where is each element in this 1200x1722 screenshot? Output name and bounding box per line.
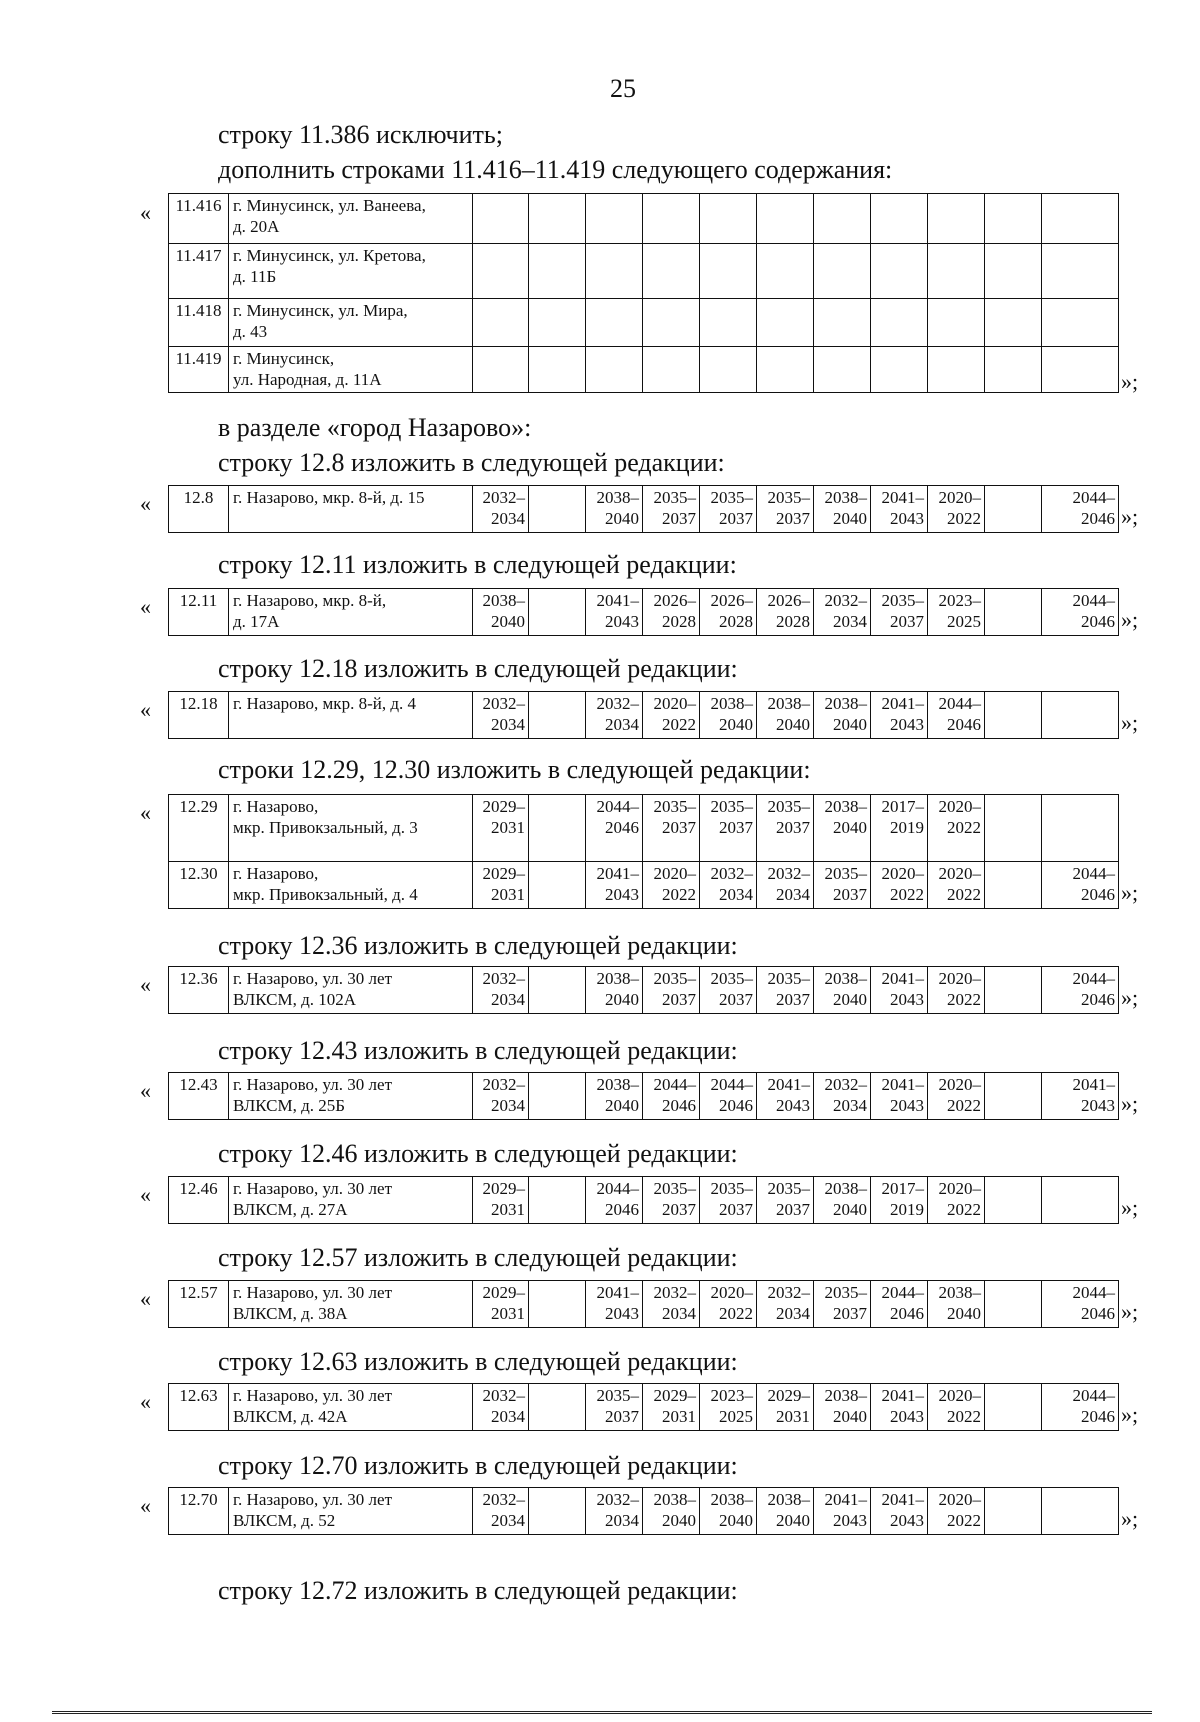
year-range-cell: 2035– 2037 (814, 862, 871, 909)
year-range-cell: 2032– 2034 (700, 862, 757, 909)
year-range-cell: 2044– 2046 (928, 692, 985, 739)
row-number: 11.416 (169, 194, 229, 244)
close-quote: »; (1121, 985, 1139, 1010)
section-heading: строку 12.46 изложить в следующей редакции: (218, 1139, 738, 1168)
close-quote: »; (1121, 1506, 1139, 1531)
year-range-cell: 2020– 2022 (928, 1488, 985, 1535)
year-range-cell: 2044– 2046 (586, 1177, 643, 1224)
row-address: г. Назарово, мкр. Привокзальный, д. 3 (229, 795, 473, 862)
minusinsk-table (168, 193, 1119, 393)
year-range-cell (529, 862, 586, 909)
revision-table (168, 794, 1119, 909)
year-range-cell: 2029– 2031 (473, 795, 529, 862)
year-range-cell: 2038– 2040 (814, 486, 871, 533)
final-heading: строку 12.72 изложить в следующей редакции: (218, 1576, 738, 1605)
year-range-cell: 2044– 2046 (1042, 1384, 1119, 1431)
row-address: г. Назарово, мкр. 8-й, д. 4 (229, 692, 473, 739)
close-quote: »; (1121, 1402, 1139, 1427)
close-quote: »; (1121, 1091, 1139, 1116)
year-range-cell: 2032– 2034 (757, 1281, 814, 1328)
year-range-cell: 2032– 2034 (473, 1384, 529, 1431)
table-row (169, 795, 1119, 862)
year-range-cell: 2032– 2034 (586, 692, 643, 739)
year-range-cell: 2041– 2043 (757, 1073, 814, 1120)
revision-table (168, 1176, 1119, 1224)
row-number: 11.419 (169, 347, 229, 393)
row-address: г. Назарово, ул. 30 лет ВЛКСМ, д. 102А (229, 967, 473, 1014)
row-address: г. Назарово, ул. 30 лет ВЛКСМ, д. 25Б (229, 1073, 473, 1120)
section-heading: строку 12.36 изложить в следующей редакции: (218, 931, 738, 960)
year-range-cell: 2032– 2034 (473, 486, 529, 533)
year-range-cell: 2020– 2022 (643, 692, 700, 739)
year-range-cell: 2032– 2034 (473, 967, 529, 1014)
year-range-cell: 2038– 2040 (643, 1488, 700, 1535)
row-number: 12.30 (169, 862, 229, 909)
year-range-cell (985, 1384, 1042, 1431)
open-quote: « (140, 594, 151, 619)
year-range-cell: 2017– 2019 (871, 1177, 928, 1224)
year-range-cell: 2035– 2037 (700, 967, 757, 1014)
nazarovo-section-heading: в разделе «город Назарово»: (218, 413, 532, 442)
year-range-cell: 2035– 2037 (700, 1177, 757, 1224)
year-range-cell: 2044– 2046 (1042, 862, 1119, 909)
row-number: 12.63 (169, 1384, 229, 1431)
year-range-cell: 2020– 2022 (928, 1073, 985, 1120)
table-row (169, 194, 1119, 244)
row-number: 11.418 (169, 299, 229, 347)
year-range-cell (529, 589, 586, 636)
open-quote: « (140, 972, 151, 997)
close-quote: »; (1121, 504, 1139, 529)
year-range-cell (985, 589, 1042, 636)
year-range-cell: 2038– 2040 (700, 692, 757, 739)
year-range-cell: 2032– 2034 (757, 862, 814, 909)
year-range-cell: 2020– 2022 (871, 862, 928, 909)
year-range-cell: 2035– 2037 (814, 1281, 871, 1328)
year-range-cell (985, 862, 1042, 909)
year-range-cell: 2035– 2037 (757, 795, 814, 862)
year-range-cell: 2038– 2040 (757, 1488, 814, 1535)
row-address: г. Минусинск, ул. Народная, д. 11А (229, 347, 473, 393)
table-row (169, 486, 1119, 533)
year-range-cell (529, 1384, 586, 1431)
year-range-cell: 2035– 2037 (643, 795, 700, 862)
year-range-cell (529, 1073, 586, 1120)
section-heading: строку 12.11 изложить в следующей редакции: (218, 550, 737, 579)
year-range-cell: 2029– 2031 (757, 1384, 814, 1431)
revision-table (168, 588, 1119, 636)
year-range-cell (1042, 1177, 1119, 1224)
open-quote: « (140, 491, 151, 516)
year-range-cell (1042, 1488, 1119, 1535)
open-quote: « (140, 697, 151, 722)
row-number: 12.57 (169, 1281, 229, 1328)
year-range-cell: 2032– 2034 (814, 1073, 871, 1120)
year-range-cell (985, 1177, 1042, 1224)
year-range-cell: 2041– 2043 (586, 1281, 643, 1328)
year-range-cell: 2041– 2043 (586, 589, 643, 636)
year-range-cell: 2035– 2037 (757, 1177, 814, 1224)
row-address: г. Назарово, ул. 30 лет ВЛКСМ, д. 27А (229, 1177, 473, 1224)
year-range-cell: 2035– 2037 (586, 1384, 643, 1431)
section-heading: строку 12.18 изложить в следующей редакции: (218, 654, 738, 683)
year-range-cell: 2044– 2046 (1042, 486, 1119, 533)
close-quote: »; (1121, 710, 1139, 735)
table-row (169, 692, 1119, 739)
year-range-cell: 2035– 2037 (757, 967, 814, 1014)
year-range-cell: 2044– 2046 (871, 1281, 928, 1328)
row-address: г. Минусинск, ул. Ванеева, д. 20А (229, 194, 473, 244)
year-range-cell: 2041– 2043 (871, 1073, 928, 1120)
year-range-cell: 2041– 2043 (814, 1488, 871, 1535)
section-heading: строку 12.63 изложить в следующей редакции: (218, 1347, 738, 1376)
year-range-cell: 2038– 2040 (700, 1488, 757, 1535)
year-range-cell (985, 1281, 1042, 1328)
revision-table (168, 691, 1119, 739)
year-range-cell: 2038– 2040 (814, 967, 871, 1014)
year-range-cell: 2035– 2037 (700, 486, 757, 533)
year-range-cell: 2038– 2040 (586, 486, 643, 533)
year-range-cell: 2020– 2022 (928, 795, 985, 862)
year-range-cell (529, 486, 586, 533)
year-range-cell: 2020– 2022 (928, 862, 985, 909)
table-row (169, 967, 1119, 1014)
year-range-cell: 2020– 2022 (928, 1384, 985, 1431)
year-range-cell: 2023– 2025 (928, 589, 985, 636)
revision-table (168, 485, 1119, 533)
open-quote: « (140, 1182, 151, 1207)
year-range-cell: 2038– 2040 (473, 589, 529, 636)
year-range-cell: 2032– 2034 (473, 692, 529, 739)
year-range-cell (985, 1073, 1042, 1120)
year-range-cell (529, 1281, 586, 1328)
year-range-cell: 2026– 2028 (757, 589, 814, 636)
close-quote: »; (1121, 369, 1139, 394)
year-range-cell: 2032– 2034 (473, 1488, 529, 1535)
open-quote: « (140, 1389, 151, 1414)
table-row (169, 244, 1119, 299)
open-quote: « (140, 800, 151, 825)
row-number: 12.46 (169, 1177, 229, 1224)
year-range-cell (529, 1177, 586, 1224)
year-range-cell: 2038– 2040 (928, 1281, 985, 1328)
table-row (169, 347, 1119, 393)
year-range-cell (529, 795, 586, 862)
section-heading: строку 12.57 изложить в следующей редакции: (218, 1243, 738, 1272)
close-quote: »; (1121, 1299, 1139, 1324)
row-number: 12.11 (169, 589, 229, 636)
year-range-cell: 2032– 2034 (814, 589, 871, 636)
year-range-cell: 2035– 2037 (643, 1177, 700, 1224)
close-quote: »; (1121, 880, 1139, 905)
year-range-cell: 2041– 2043 (871, 692, 928, 739)
year-range-cell (529, 967, 586, 1014)
year-range-cell: 2020– 2022 (928, 967, 985, 1014)
year-range-cell (985, 486, 1042, 533)
intro-line-append: дополнить строками 11.416–11.419 следующего содержания: (218, 155, 893, 184)
row-number: 12.8 (169, 486, 229, 533)
row-number: 11.417 (169, 244, 229, 299)
table-row (169, 1073, 1119, 1120)
year-range-cell: 2041– 2043 (1042, 1073, 1119, 1120)
year-range-cell: 2035– 2037 (643, 967, 700, 1014)
year-range-cell (985, 1488, 1042, 1535)
close-quote: »; (1121, 1195, 1139, 1220)
year-range-cell: 2044– 2046 (1042, 589, 1119, 636)
row-address: г. Назарово, ул. 30 лет ВЛКСМ, д. 42А (229, 1384, 473, 1431)
row-address: г. Минусинск, ул. Мира, д. 43 (229, 299, 473, 347)
open-quote: « (140, 200, 151, 225)
intro-line-exclude: строку 11.386 исключить; (218, 120, 503, 149)
section-heading: строки 12.29, 12.30 изложить в следующей редакции: (218, 755, 811, 784)
year-range-cell: 2038– 2040 (814, 1177, 871, 1224)
year-range-cell: 2023– 2025 (700, 1384, 757, 1431)
table-row (169, 299, 1119, 347)
year-range-cell: 2041– 2043 (586, 862, 643, 909)
footer-rule (52, 1711, 1152, 1714)
year-range-cell: 2041– 2043 (871, 1384, 928, 1431)
year-range-cell: 2035– 2037 (643, 486, 700, 533)
row-address: г. Назарово, мкр. 8-й, д. 17А (229, 589, 473, 636)
year-range-cell: 2026– 2028 (700, 589, 757, 636)
page-number: 25 (610, 74, 636, 103)
year-range-cell: 2017– 2019 (871, 795, 928, 862)
row-address: г. Минусинск, ул. Кретова, д. 11Б (229, 244, 473, 299)
year-range-cell (985, 692, 1042, 739)
row-number: 12.70 (169, 1488, 229, 1535)
revision-table (168, 1383, 1119, 1431)
year-range-cell: 2029– 2031 (473, 1177, 529, 1224)
year-range-cell: 2029– 2031 (473, 1281, 529, 1328)
year-range-cell (529, 1488, 586, 1535)
year-range-cell: 2032– 2034 (473, 1073, 529, 1120)
table-row (169, 1488, 1119, 1535)
table-row (169, 1281, 1119, 1328)
section-heading: строку 12.43 изложить в следующей редакции: (218, 1036, 738, 1065)
year-range-cell: 2020– 2022 (643, 862, 700, 909)
year-range-cell: 2044– 2046 (1042, 1281, 1119, 1328)
row-address: г. Назарово, мкр. Привокзальный, д. 4 (229, 862, 473, 909)
row-address: г. Назарово, мкр. 8-й, д. 15 (229, 486, 473, 533)
year-range-cell: 2020– 2022 (700, 1281, 757, 1328)
year-range-cell: 2032– 2034 (643, 1281, 700, 1328)
close-quote: »; (1121, 607, 1139, 632)
revision-table (168, 1487, 1119, 1535)
year-range-cell: 2041– 2043 (871, 486, 928, 533)
year-range-cell: 2038– 2040 (814, 692, 871, 739)
year-range-cell (1042, 795, 1119, 862)
table-row (169, 862, 1119, 909)
section-heading: строку 12.8 изложить в следующей редакции: (218, 448, 725, 477)
year-range-cell (1042, 692, 1119, 739)
year-range-cell: 2041– 2043 (871, 1488, 928, 1535)
year-range-cell: 2038– 2040 (757, 692, 814, 739)
year-range-cell: 2044– 2046 (1042, 967, 1119, 1014)
year-range-cell: 2041– 2043 (871, 967, 928, 1014)
year-range-cell: 2026– 2028 (643, 589, 700, 636)
year-range-cell: 2038– 2040 (586, 1073, 643, 1120)
year-range-cell: 2044– 2046 (586, 795, 643, 862)
revision-table (168, 966, 1119, 1014)
year-range-cell (985, 967, 1042, 1014)
table-row (169, 1384, 1119, 1431)
year-range-cell: 2029– 2031 (643, 1384, 700, 1431)
open-quote: « (140, 1493, 151, 1518)
open-quote: « (140, 1078, 151, 1103)
row-number: 12.18 (169, 692, 229, 739)
row-number: 12.43 (169, 1073, 229, 1120)
year-range-cell: 2038– 2040 (586, 967, 643, 1014)
year-range-cell: 2035– 2037 (871, 589, 928, 636)
year-range-cell: 2020– 2022 (928, 1177, 985, 1224)
year-range-cell: 2038– 2040 (814, 795, 871, 862)
year-range-cell: 2044– 2046 (643, 1073, 700, 1120)
revision-table (168, 1280, 1119, 1328)
year-range-cell: 2035– 2037 (700, 795, 757, 862)
year-range-cell (985, 795, 1042, 862)
table-row (169, 589, 1119, 636)
row-number: 12.36 (169, 967, 229, 1014)
revision-table (168, 1072, 1119, 1120)
year-range-cell (529, 692, 586, 739)
year-range-cell: 2038– 2040 (814, 1384, 871, 1431)
year-range-cell: 2029– 2031 (473, 862, 529, 909)
row-address: г. Назарово, ул. 30 лет ВЛКСМ, д. 38А (229, 1281, 473, 1328)
table-row (169, 1177, 1119, 1224)
year-range-cell: 2035– 2037 (757, 486, 814, 533)
row-number: 12.29 (169, 795, 229, 862)
year-range-cell: 2044– 2046 (700, 1073, 757, 1120)
section-heading: строку 12.70 изложить в следующей редакции: (218, 1451, 738, 1480)
year-range-cell: 2020– 2022 (928, 486, 985, 533)
open-quote: « (140, 1286, 151, 1311)
row-address: г. Назарово, ул. 30 лет ВЛКСМ, д. 52 (229, 1488, 473, 1535)
year-range-cell: 2032– 2034 (586, 1488, 643, 1535)
